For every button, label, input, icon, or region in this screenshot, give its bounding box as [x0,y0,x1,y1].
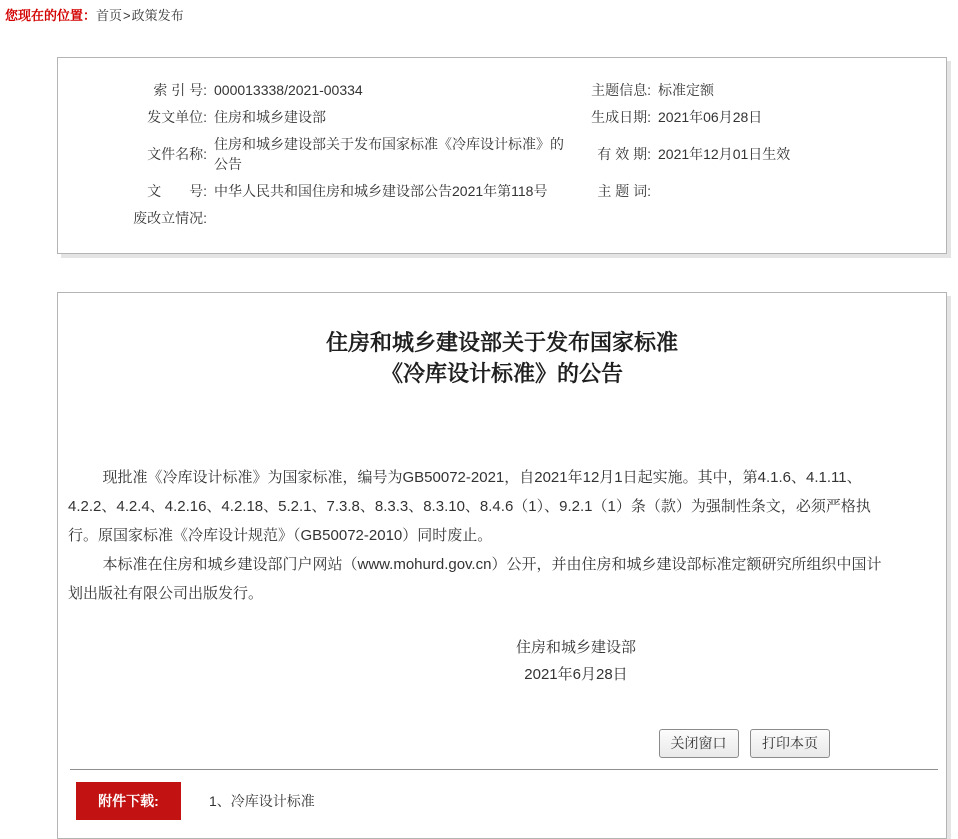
meta-value-effective-date: 2021年12月01日生效 [658,146,791,162]
attachment-file-link[interactable]: 1、冷库设计标准 [209,793,315,809]
attachment-divider [70,769,938,770]
announcement-paragraph-1: 现批准《冷库设计标准》为国家标准，编号为GB50072-2021，自2021年12月1日起实施。其中，第4.1.6、4.1.11、4.2.2、4.2.4、4.2.16、4.2.18、5.2.1、7.3.8、8.3.3、8.3.10、8.4.6（1）、9.2.1（1）条（款）为强制性条文，必须严格执行。原国家标准《冷库设计规范》（GB50072-2010）同时废止。 [68,469,871,544]
signature-organization: 住房和城乡建设部 [515,639,636,656]
signature-date: 2021年6月28日 [524,666,628,683]
meta-value-created-date: 2021年06月28日 [658,109,763,125]
meta-label-repeal-status: 废改立情况: [133,210,207,226]
meta-label-keywords: 主 题 词: [597,183,651,199]
meta-value-topic-info: 标准定额 [658,82,714,98]
announcement-title [58,327,946,389]
meta-label-file-name: 文件名称: [147,146,207,162]
document-info-grid [120,80,928,228]
document-info-panel [57,57,947,254]
meta-label-effective-date: 有 效 期: [597,146,651,162]
announcement-title-line1: 住房和城乡建设部关于发布国家标准 [325,330,678,355]
breadcrumb-home-link[interactable]: 首页 [96,8,123,23]
announcement-title-line2: 《冷库设计标准》的公告 [380,361,623,386]
attachment-section [58,782,946,820]
breadcrumb-section-link[interactable]: 政策发布 [131,8,184,23]
announcement-body [58,463,946,689]
attachment-download-button[interactable]: 附件下载: [76,782,181,820]
meta-label-topic-info: 主题信息: [591,82,651,98]
breadcrumb [5,7,184,24]
meta-value-document-number: 中华人民共和国住房和城乡建设部公告2021年第118号 [214,183,548,199]
meta-label-document-number: 文 号: [147,183,207,199]
meta-label-issuing-unit: 发文单位: [147,109,207,125]
announcement-panel [57,292,947,839]
meta-label-index-number: 索 引 号: [153,82,207,98]
window-actions [58,729,946,758]
close-window-button[interactable]: 关闭窗口 [659,729,739,758]
announcement-paragraph-2: 本标准在住房和城乡建设部门户网站（www.mohurd.gov.cn）公开，并由住房和城乡建设部标准定额研究所组织中国计划出版社有限公司出版发行。 [68,556,882,602]
signature-inner [516,634,636,688]
breadcrumb-separator: > [123,8,131,23]
meta-label-created-date: 生成日期: [591,109,651,125]
print-page-button[interactable]: 打印本页 [750,729,830,758]
meta-value-issuing-unit: 住房和城乡建设部 [214,109,326,125]
signature-block [68,634,896,689]
meta-value-file-name: 住房和城乡建设部关于发布国家标准《冷库设计标准》的公告 [214,136,564,172]
breadcrumb-label: 您现在的位置： [5,8,97,23]
meta-value-index-number: 000013338/2021-00334 [214,82,363,98]
